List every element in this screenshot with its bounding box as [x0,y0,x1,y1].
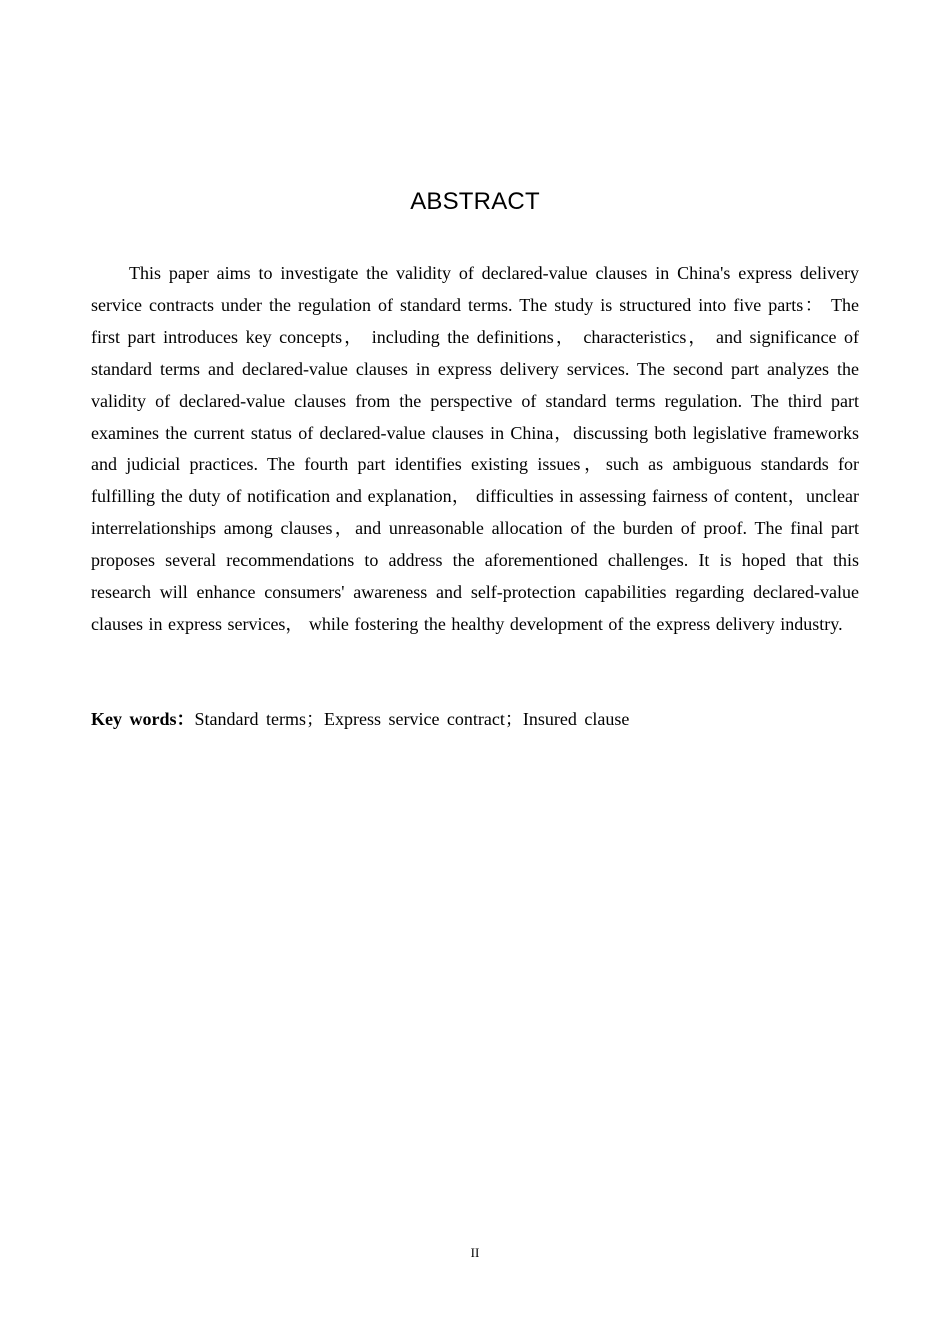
abstract-heading: ABSTRACT [410,188,540,215]
page-number: II [470,1245,480,1260]
abstract-paragraph: This paper aims to investigate the validity of declared-value clauses in China's express delivery service contracts under the regulation of standard terms. The study is structured into five parts： The first part introduces key concepts， including the definitions， characteristics， and significance of standard terms and declared-value clauses in express delivery services. The second part analyzes the validity of declared-value clauses from the perspective of standard terms regulation. The third part examines the current status of declared-value clauses in China，discussing both legislative frameworks and judicial practices. The fourth part identifies existing issues，such as ambiguous standards for fulfilling the duty of notification and explanation， difficulties in assessing fairness of content，unclear interrelationships among clauses，and unreasonable allocation of the burden of proof. The final part proposes several recommendations to address the aforementioned challenges. It is hoped that this research will enhance consumers' awareness and self-protection capabilities regarding declared-value clauses in express services， while fostering the healthy development of the express delivery industry. [91,263,859,634]
keywords-label: Key words： [91,709,195,729]
keywords-line [91,704,859,734]
keywords-list: Standard terms；Express service contract；Insured clause [194,709,630,729]
